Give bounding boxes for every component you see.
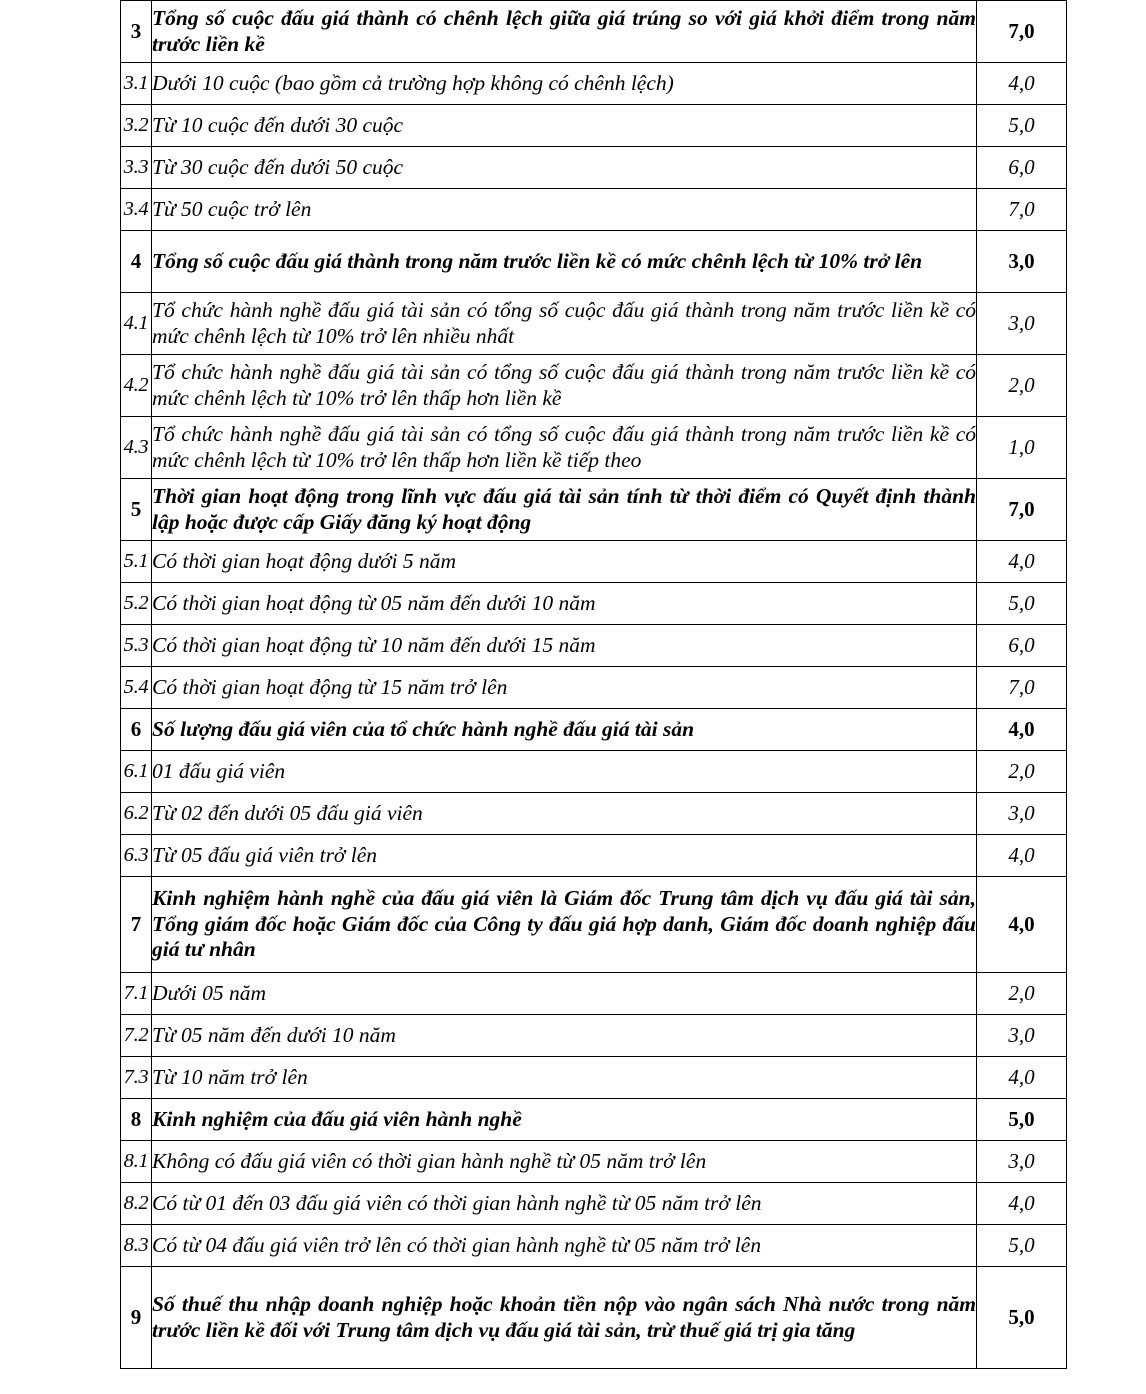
row-number-cell: 6.1 xyxy=(121,751,152,793)
row-number-cell: 6.2 xyxy=(121,793,152,835)
criterion-description-cell: Dưới 05 năm xyxy=(152,973,977,1015)
table-row xyxy=(121,105,1067,147)
criterion-description-cell: Từ 10 năm trở lên xyxy=(152,1057,977,1099)
score-cell: 6,0 xyxy=(977,147,1067,189)
score-cell: 7,0 xyxy=(977,189,1067,231)
score-cell: 7,0 xyxy=(977,1,1067,63)
table-row xyxy=(121,1267,1067,1369)
row-number-cell: 3.3 xyxy=(121,147,152,189)
criterion-description-cell: Dưới 10 cuộc (bao gồm cả trường hợp không có chênh lệch) xyxy=(152,63,977,105)
score-cell: 5,0 xyxy=(977,1099,1067,1141)
criterion-description-cell: Có thời gian hoạt động từ 10 năm đến dưới 15 năm xyxy=(152,625,977,667)
criterion-description-cell: Kinh nghiệm hành nghề của đấu giá viên là Giám đốc Trung tâm dịch vụ đấu giá tài sản, Tổng giám đốc hoặc Giám đốc của Công ty đấu giá hợp danh, Giám đốc doanh nghiệp đấu giá tư nhân xyxy=(152,877,977,973)
score-cell: 3,0 xyxy=(977,231,1067,293)
score-cell: 3,0 xyxy=(977,793,1067,835)
table-row xyxy=(121,1057,1067,1099)
table-row xyxy=(121,1,1067,63)
table-row xyxy=(121,541,1067,583)
table-row xyxy=(121,835,1067,877)
table-row xyxy=(121,1225,1067,1267)
row-number-cell: 8 xyxy=(121,1099,152,1141)
criterion-description-cell: Tổ chức hành nghề đấu giá tài sản có tổng số cuộc đấu giá thành trong năm trước liền kề có mức chênh lệch từ 10% trở lên thấp hơn liền kề xyxy=(152,355,977,417)
criterion-description-cell: Không có đấu giá viên có thời gian hành nghề từ 05 năm trở lên xyxy=(152,1141,977,1183)
score-cell: 4,0 xyxy=(977,835,1067,877)
row-number-cell: 5.4 xyxy=(121,667,152,709)
table-row xyxy=(121,147,1067,189)
score-cell: 4,0 xyxy=(977,1057,1067,1099)
criterion-description-cell: Kinh nghiệm của đấu giá viên hành nghề xyxy=(152,1099,977,1141)
table-row xyxy=(121,667,1067,709)
score-cell: 6,0 xyxy=(977,625,1067,667)
criterion-description-cell: Từ 50 cuộc trở lên xyxy=(152,189,977,231)
row-number-cell: 5 xyxy=(121,479,152,541)
score-cell: 2,0 xyxy=(977,973,1067,1015)
row-number-cell: 4.3 xyxy=(121,417,152,479)
table-row xyxy=(121,189,1067,231)
row-number-cell: 5.1 xyxy=(121,541,152,583)
criterion-description-cell: Tổng số cuộc đấu giá thành có chênh lệch giữa giá trúng so với giá khởi điểm trong năm trước liền kề xyxy=(152,1,977,63)
score-cell: 5,0 xyxy=(977,583,1067,625)
row-number-cell: 4 xyxy=(121,231,152,293)
table-row xyxy=(121,63,1067,105)
row-number-cell: 4.2 xyxy=(121,355,152,417)
table-row xyxy=(121,1183,1067,1225)
score-cell: 2,0 xyxy=(977,355,1067,417)
row-number-cell: 6 xyxy=(121,709,152,751)
score-cell: 7,0 xyxy=(977,667,1067,709)
criterion-description-cell: Tổ chức hành nghề đấu giá tài sản có tổng số cuộc đấu giá thành trong năm trước liền kề có mức chênh lệch từ 10% trở lên thấp hơn liền kề tiếp theo xyxy=(152,417,977,479)
score-cell: 1,0 xyxy=(977,417,1067,479)
score-cell: 4,0 xyxy=(977,709,1067,751)
criterion-description-cell: Tổng số cuộc đấu giá thành trong năm trước liền kề có mức chênh lệch từ 10% trở lên xyxy=(152,231,977,293)
row-number-cell: 3.1 xyxy=(121,63,152,105)
criterion-description-cell: Có thời gian hoạt động từ 05 năm đến dưới 10 năm xyxy=(152,583,977,625)
criterion-description-cell: Từ 02 đến dưới 05 đấu giá viên xyxy=(152,793,977,835)
row-number-cell: 7.1 xyxy=(121,973,152,1015)
criterion-description-cell: Số lượng đấu giá viên của tổ chức hành nghề đấu giá tài sản xyxy=(152,709,977,751)
row-number-cell: 7 xyxy=(121,877,152,973)
row-number-cell: 3 xyxy=(121,1,152,63)
score-cell: 5,0 xyxy=(977,105,1067,147)
table-row xyxy=(121,293,1067,355)
table-row xyxy=(121,625,1067,667)
criterion-description-cell: Có thời gian hoạt động dưới 5 năm xyxy=(152,541,977,583)
criterion-description-cell: Từ 10 cuộc đến dưới 30 cuộc xyxy=(152,105,977,147)
criterion-description-cell: Có từ 01 đến 03 đấu giá viên có thời gian hành nghề từ 05 năm trở lên xyxy=(152,1183,977,1225)
criterion-description-cell: 01 đấu giá viên xyxy=(152,751,977,793)
row-number-cell: 4.1 xyxy=(121,293,152,355)
row-number-cell: 5.2 xyxy=(121,583,152,625)
score-cell: 2,0 xyxy=(977,751,1067,793)
row-number-cell: 3.4 xyxy=(121,189,152,231)
table-row xyxy=(121,479,1067,541)
table-row xyxy=(121,751,1067,793)
table-row xyxy=(121,709,1067,751)
table-row xyxy=(121,355,1067,417)
criteria-table xyxy=(120,0,1067,1369)
row-number-cell: 3.2 xyxy=(121,105,152,147)
row-number-cell: 5.3 xyxy=(121,625,152,667)
row-number-cell: 8.2 xyxy=(121,1183,152,1225)
table-row xyxy=(121,1099,1067,1141)
score-cell: 7,0 xyxy=(977,479,1067,541)
score-cell: 4,0 xyxy=(977,1183,1067,1225)
table-row xyxy=(121,583,1067,625)
row-number-cell: 8.3 xyxy=(121,1225,152,1267)
criterion-description-cell: Có từ 04 đấu giá viên trở lên có thời gian hành nghề từ 05 năm trở lên xyxy=(152,1225,977,1267)
table-row xyxy=(121,973,1067,1015)
table-row xyxy=(121,1015,1067,1057)
criterion-description-cell: Số thuế thu nhập doanh nghiệp hoặc khoản tiền nộp vào ngân sách Nhà nước trong năm trước liền kề đối với Trung tâm dịch vụ đấu giá tài sản, trừ thuế giá trị gia tăng xyxy=(152,1267,977,1369)
criterion-description-cell: Có thời gian hoạt động từ 15 năm trở lên xyxy=(152,667,977,709)
table-row xyxy=(121,793,1067,835)
score-cell: 4,0 xyxy=(977,63,1067,105)
row-number-cell: 8.1 xyxy=(121,1141,152,1183)
row-number-cell: 9 xyxy=(121,1267,152,1369)
table-row xyxy=(121,1141,1067,1183)
criterion-description-cell: Từ 05 năm đến dưới 10 năm xyxy=(152,1015,977,1057)
score-cell: 3,0 xyxy=(977,293,1067,355)
score-cell: 4,0 xyxy=(977,877,1067,973)
table-row xyxy=(121,417,1067,479)
criterion-description-cell: Tổ chức hành nghề đấu giá tài sản có tổng số cuộc đấu giá thành trong năm trước liền kề có mức chênh lệch từ 10% trở lên nhiều nhất xyxy=(152,293,977,355)
score-cell: 3,0 xyxy=(977,1141,1067,1183)
criterion-description-cell: Từ 30 cuộc đến dưới 50 cuộc xyxy=(152,147,977,189)
score-cell: 3,0 xyxy=(977,1015,1067,1057)
criteria-table-body xyxy=(121,1,1067,1369)
score-cell: 4,0 xyxy=(977,541,1067,583)
row-number-cell: 6.3 xyxy=(121,835,152,877)
row-number-cell: 7.3 xyxy=(121,1057,152,1099)
row-number-cell: 7.2 xyxy=(121,1015,152,1057)
criterion-description-cell: Từ 05 đấu giá viên trở lên xyxy=(152,835,977,877)
table-row xyxy=(121,231,1067,293)
criterion-description-cell: Thời gian hoạt động trong lĩnh vực đấu giá tài sản tính từ thời điểm có Quyết định thành lập hoặc được cấp Giấy đăng ký hoạt động xyxy=(152,479,977,541)
table-row xyxy=(121,877,1067,973)
score-cell: 5,0 xyxy=(977,1225,1067,1267)
score-cell: 5,0 xyxy=(977,1267,1067,1369)
